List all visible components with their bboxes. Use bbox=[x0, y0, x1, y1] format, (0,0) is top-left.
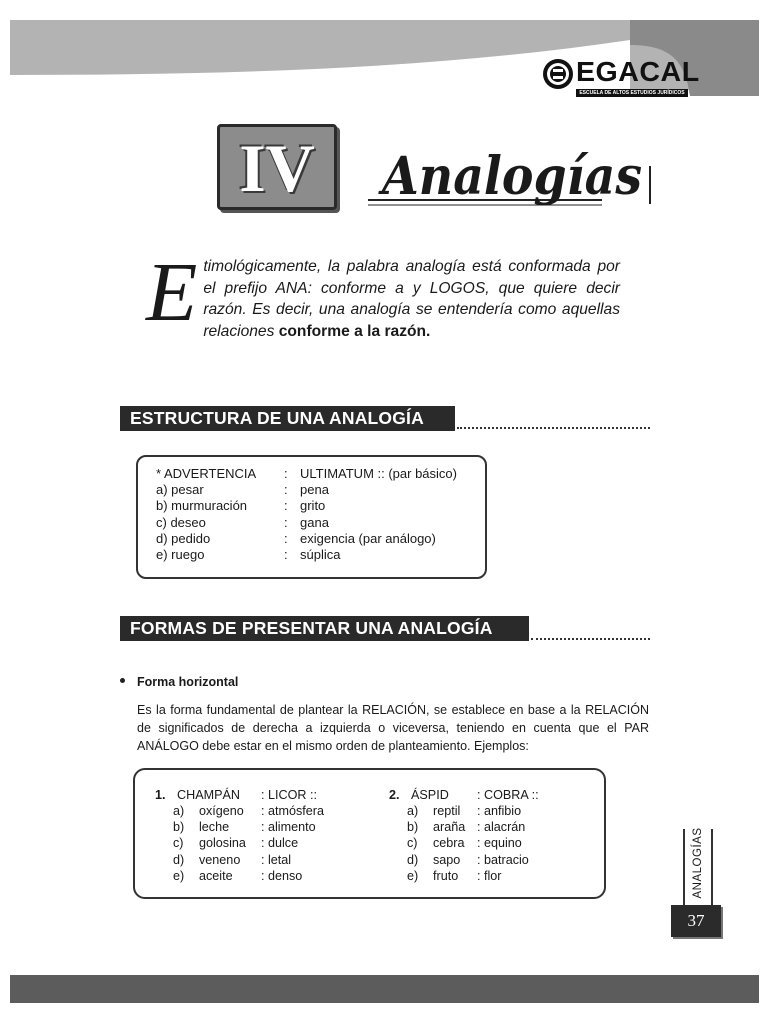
structure-row-pair: súplica bbox=[300, 547, 341, 562]
side-section-label: ANALOGÍAS bbox=[692, 827, 704, 899]
example-option-relation: : batracio bbox=[477, 852, 529, 867]
structure-row-separator: : bbox=[284, 466, 288, 481]
side-tab-rule bbox=[711, 829, 713, 907]
example-option-letter: d) bbox=[173, 852, 185, 867]
example-head-relation: : COBRA :: bbox=[477, 788, 539, 802]
example-option-letter: a) bbox=[173, 804, 185, 818]
page-number: 37 bbox=[671, 905, 721, 937]
header-band-curve bbox=[10, 40, 630, 90]
brand-name: EGACAL bbox=[576, 56, 700, 87]
section-heading-leader bbox=[531, 638, 650, 640]
example-option-relation: : letal bbox=[261, 852, 292, 867]
chapter-number-plate bbox=[217, 124, 337, 210]
example-head-relation: : LICOR :: bbox=[261, 788, 317, 802]
example-option-letter: c) bbox=[407, 836, 418, 851]
example-head-term: ÁSPID bbox=[411, 788, 449, 802]
section-heading-forms: FORMAS DE PRESENTAR UNA ANALOGÍA bbox=[120, 616, 529, 641]
example-option-relation: : anfibio bbox=[477, 804, 522, 818]
example-option-letter: c) bbox=[173, 836, 184, 851]
brand-logo bbox=[542, 56, 700, 102]
intro-emphasis: conforme a la razón. bbox=[278, 322, 431, 340]
structure-row-pair: grito bbox=[300, 498, 326, 514]
structure-row-separator: : bbox=[284, 547, 288, 562]
section-heading-structure: ESTRUCTURA DE UNA ANALOGÍA bbox=[120, 406, 455, 431]
example-option-relation: : flor bbox=[477, 868, 502, 883]
example-option-relation: : alimento bbox=[261, 820, 316, 835]
example-option-word: aceite bbox=[199, 868, 233, 883]
example-option-letter: e) bbox=[407, 868, 419, 883]
example-option-letter: e) bbox=[173, 868, 185, 883]
structure-row-separator: : bbox=[284, 498, 288, 514]
example-option-word: sapo bbox=[433, 852, 461, 867]
structure-row-pair: exigencia (par análogo) bbox=[300, 530, 436, 546]
structure-row-term: e) ruego bbox=[156, 547, 205, 562]
example-option-letter: a) bbox=[407, 804, 419, 818]
structure-row-term: d) pedido bbox=[156, 530, 211, 546]
side-tab-rule bbox=[683, 829, 685, 907]
example-option-relation: : denso bbox=[261, 868, 303, 883]
bullet-icon bbox=[120, 678, 125, 683]
example-number: 2. bbox=[389, 788, 400, 802]
example-option-letter: b) bbox=[407, 820, 419, 835]
footer-band bbox=[10, 975, 759, 1003]
example-number: 1. bbox=[155, 788, 166, 802]
example-option-word: reptil bbox=[433, 804, 461, 818]
structure-row-separator: : bbox=[284, 530, 288, 546]
example-option-relation: : atmósfera bbox=[261, 804, 324, 818]
structure-row-term: a) pesar bbox=[156, 482, 204, 498]
example-option-relation: : dulce bbox=[261, 836, 299, 851]
structure-row-term: b) murmuración bbox=[156, 498, 248, 514]
structure-row-pair: ULTIMATUM :: (par básico) bbox=[300, 466, 457, 481]
forms-paragraph: Es la forma fundamental de plantear la RELACIÓN, se establece en base a la RELACIÓN de significados de derecha a izquierda o viceversa, teniendo en cuenta que el PAR ANÁLOGO debe estar en el mismo orden de planteamiento. Ejemplos: bbox=[137, 703, 649, 753]
example-option-word: fruto bbox=[433, 868, 459, 883]
header-band-dark bbox=[695, 20, 759, 96]
structure-row-separator: : bbox=[284, 514, 288, 530]
brand-tagline: ESCUELA DE ALTOS ESTUDIOS JURÍDICOS bbox=[576, 89, 688, 97]
example-option-word: oxígeno bbox=[199, 804, 244, 818]
example-option-relation: : equino bbox=[477, 836, 522, 851]
bullet-title: Forma horizontal bbox=[137, 675, 239, 689]
intro-paragraph bbox=[146, 246, 620, 342]
chapter-title-graphic bbox=[362, 126, 662, 222]
intro-text: timológicamente, la palabra analogía está conformada por el prefijo ANA: conforme a y LOGOS, que quiere decir razón. Es decir, una analogía se entendería como aquellas relaciones bbox=[203, 258, 620, 340]
example-head-term: CHAMPÁN bbox=[177, 788, 240, 802]
example-option-relation: : alacrán bbox=[477, 820, 526, 835]
example-option-word: araña bbox=[433, 820, 466, 835]
chapter-number: IV bbox=[239, 130, 315, 206]
structure-row-pair: gana bbox=[300, 514, 329, 530]
structure-row-term: c) deseo bbox=[156, 514, 206, 530]
structure-row-term: * ADVERTENCIA bbox=[156, 466, 257, 481]
examples-box bbox=[133, 768, 606, 899]
egacal-emblem-icon bbox=[542, 58, 574, 90]
example-option-letter: b) bbox=[173, 820, 185, 835]
structure-row-pair: pena bbox=[300, 482, 329, 498]
example-option-word: leche bbox=[199, 820, 230, 835]
example-option-word: veneno bbox=[199, 852, 241, 867]
example-option-letter: d) bbox=[407, 852, 419, 867]
intro-dropcap: E bbox=[146, 246, 198, 339]
structure-row-separator: : bbox=[284, 482, 288, 498]
structure-example-box bbox=[136, 455, 487, 579]
example-option-word: golosina bbox=[199, 836, 246, 851]
section-heading-leader bbox=[457, 427, 650, 429]
chapter-title: Analogías bbox=[377, 146, 642, 207]
example-option-word: cebra bbox=[433, 836, 465, 851]
